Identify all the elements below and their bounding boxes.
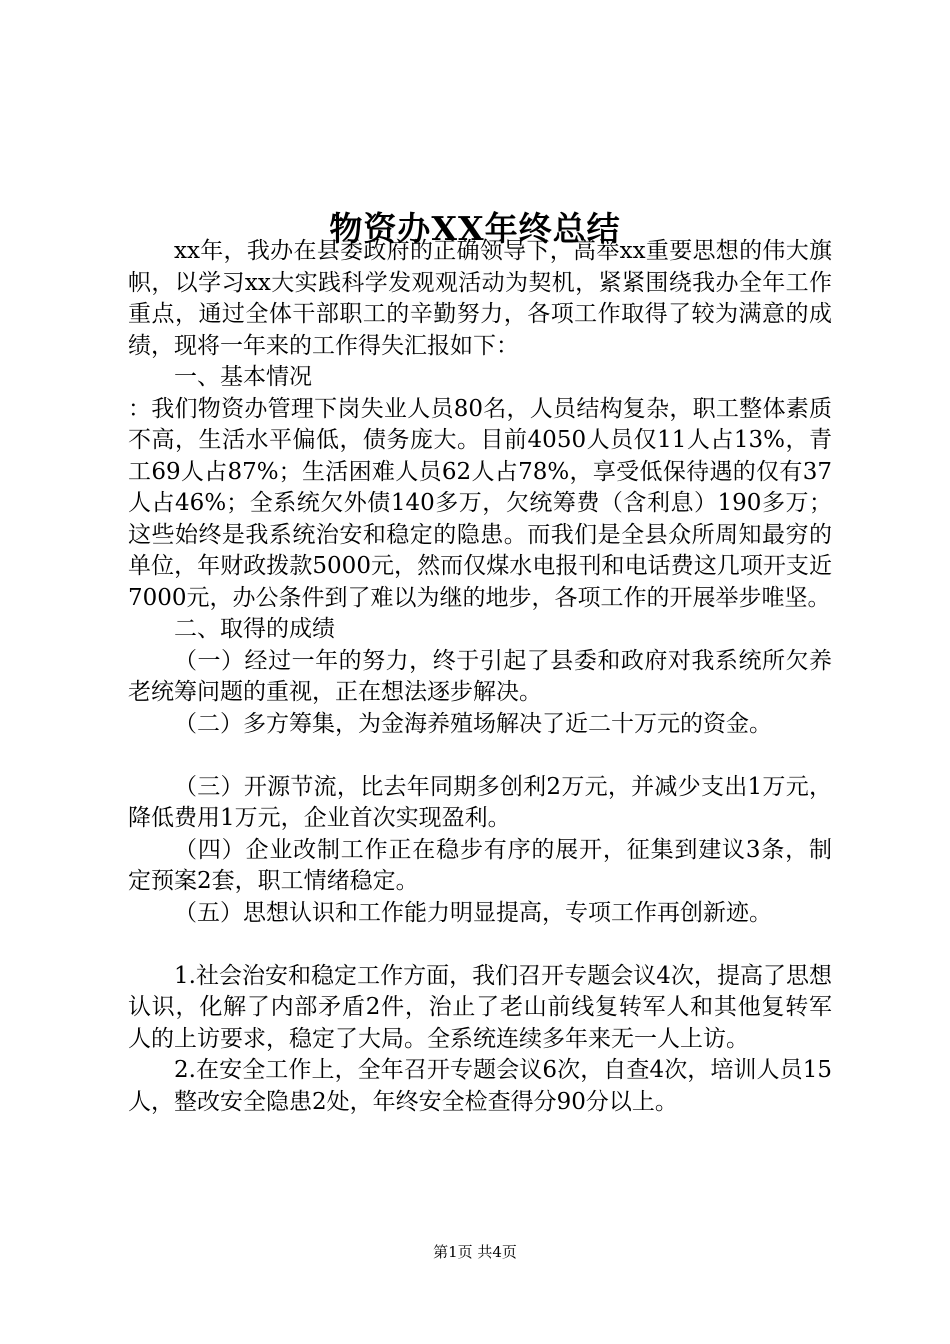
achievement-item-5: （五）思想认识和工作能力明显提高，专项工作再创新迹。 [174,899,772,926]
achievement-item-1: （一）经过一年的努力，终于引起了县委和政府对我系统所欠养老统筹问题的重视，正在想法逐步解决。 [128,647,832,705]
intro-paragraph: xx年，我办在县委政府的正确领导下，高举xx重要思想的伟大旗帜，以学习xx大实践科学发观观活动为契机，紧紧围绕我办全年工作重点，通过全体干部职工的辛勤努力，各项工作取得了较为满意的成绩，现将一年来的工作得失汇报如下： [128,238,832,359]
sub-item-security-stability: 1.社会治安和稳定工作方面，我们召开专题会议4次，提高了思想认识，化解了内部矛盾2件，治止了老山前线复转军人和其他复转军人的上访要求，稳定了大局。全系统连续多年来无一人上访。 [128,962,832,1052]
document-body [128,236,832,1118]
section-heading-achievements: 二、取得的成绩 [174,616,335,642]
sub-item-safety-work: 2.在安全工作上，全年召开专题会议6次，自查4次，培训人员15人，整改安全隐患2处，年终安全检查得分90分以上。 [128,1057,832,1115]
section-heading-basic-situation: 一、基本情况 [174,364,312,390]
achievement-item-3: （三）开源节流，比去年同期多创利2万元，并减少支出1万元，降低费用1万元，企业首次实现盈利。 [128,773,832,831]
page-indicator: 第1页 共4页 [433,1243,517,1261]
basic-situation-paragraph: ：我们物资办管理下岗失业人员80名，人员结构复杂，职工整体素质不高，生活水平偏低，债务庞大。目前4050人员仅11人占13%，青工69人占87%；生活困难人员62人占78%，享受低保待遇的仅有37人占46%；全系统欠外债140多万，欠统筹费（含利息）190多万；这些始终是我系统治安和稳定的隐患。而我们是全县众所周知最穷的单位，年财政拨款5000元，然而仅煤水电报刊和电话费这几项开支近7000元，办公条件到了难以为继的地步，各项工作的开展举步唯坚。 [128,395,832,611]
achievement-item-4: （四）企业改制工作正在稳步有序的展开，征集到建议3条，制定预案2套，职工情绪稳定。 [128,836,832,894]
page-title: 物资办XX年终总结 [329,209,621,249]
achievement-item-2: （二）多方筹集，为金海养殖场解决了近二十万元的资金。 [174,710,772,737]
